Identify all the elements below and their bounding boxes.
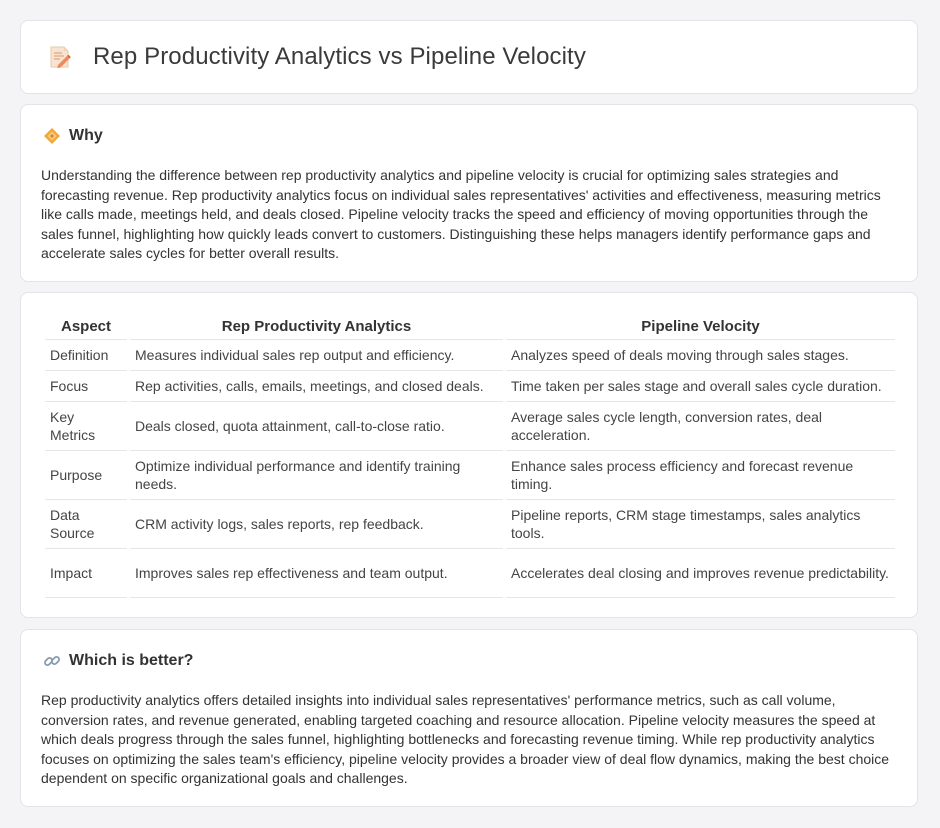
why-text: Understanding the difference between rep productivity analytics and pipeline velocity is crucial for optimizing sales strategies and forecasting revenue. Rep productivity analytics focus on individual sales representatives' activities and effectiveness, measuring metrics like calls made, meetings held, and deals closed. Pipeline velocity tracks the speed and efficiency of moving opportunities through the sales funnel, highlighting how quickly leads convert to customers. Distinguishing these helps managers identify performance gaps and accelerate sales cycles for better overall results. [41,167,881,262]
table-row [45,549,895,598]
aspect-cell: Purpose [45,451,127,500]
pipeline-cell: Pipeline reports, CRM stage timestamps, sales analytics tools. [506,500,895,549]
table-header-row [45,314,895,340]
header-aspect: Aspect [45,314,127,340]
rep-cell: Improves sales rep effectiveness and team output. [130,549,503,598]
page-title: Rep Productivity Analytics vs Pipeline Velocity [93,43,586,70]
comparison-section [20,292,918,618]
table-row [45,340,895,371]
pipeline-cell: Accelerates deal closing and improves revenue predictability. [506,549,895,598]
rep-cell: Optimize individual performance and identify training needs. [130,451,503,500]
aspect-cell: Key Metrics [45,402,127,451]
table-row [45,451,895,500]
rep-cell: Deals closed, quota attainment, call-to-close ratio. [130,402,503,451]
aspect-cell: Data Source [45,500,127,549]
aspect-cell: Focus [45,371,127,402]
pipeline-cell: Analyzes speed of deals moving through sales stages. [506,340,895,371]
rep-cell: Measures individual sales rep output and efficiency. [130,340,503,371]
header-rep-productivity: Rep Productivity Analytics [130,314,503,340]
which-better-heading [43,652,193,670]
why-title: Why [69,127,103,144]
rep-cell: Rep activities, calls, emails, meetings, and closed deals. [130,371,503,402]
link-icon [43,652,61,670]
pipeline-cell: Enhance sales process efficiency and forecast revenue timing. [506,451,895,500]
table-row [45,500,895,549]
comparison-table [42,314,898,598]
why-section [20,104,918,282]
pipeline-cell: Time taken per sales stage and overall sales cycle duration. [506,371,895,402]
header-pipeline-velocity: Pipeline Velocity [506,314,895,340]
document-pencil-icon [47,44,73,70]
title-row [47,43,586,71]
rep-cell: CRM activity logs, sales reports, rep feedback. [130,500,503,549]
table-row [45,402,895,451]
why-heading [43,127,103,145]
diamond-icon [43,127,61,145]
aspect-cell: Impact [45,549,127,598]
which-better-text: Rep productivity analytics offers detailed insights into individual sales representatives' performance metrics, such as call volume, conversion rates, and revenue generated, enabling targeted coaching and resource allocation. Pipeline velocity measures the speed at which deals progress through the sales funnel, highlighting bottlenecks and forecasting revenue timing. While rep productivity analytics focuses on optimizing the sales team's efficiency, pipeline velocity provides a broader view of deal flow dynamics, making the best choice dependent on specific organizational goals and challenges. [41,692,890,787]
which-better-title: Which is better? [69,652,194,669]
aspect-cell: Definition [45,340,127,371]
pipeline-cell: Average sales cycle length, conversion rates, deal acceleration. [506,402,895,451]
table-row [45,371,895,402]
which-better-section [20,629,918,807]
header-card [20,20,918,94]
